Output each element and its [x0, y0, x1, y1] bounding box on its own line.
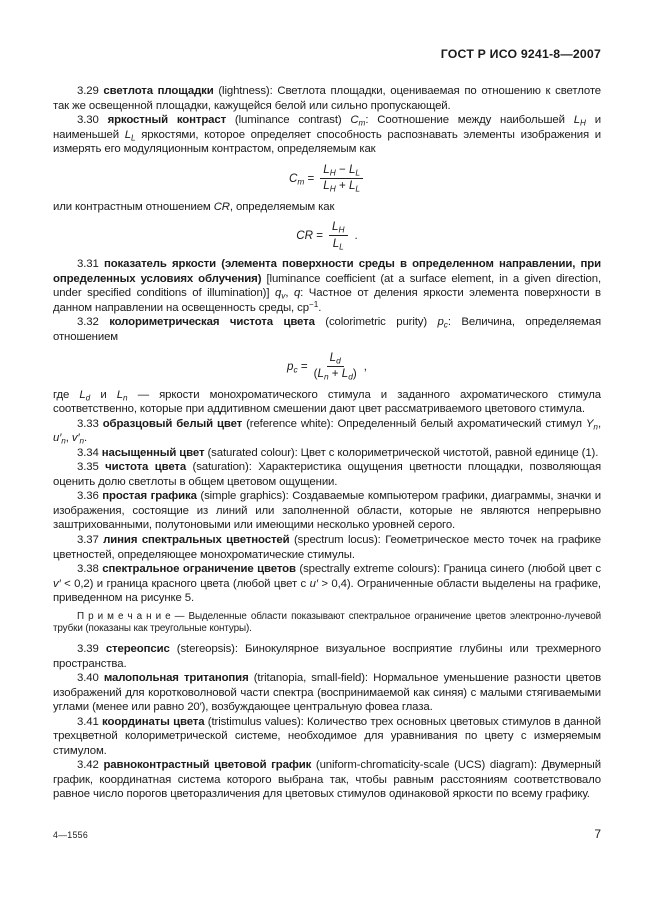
text-run: 3.31 — [77, 258, 104, 271]
text-run: . — [84, 432, 88, 445]
text-run: C — [350, 114, 359, 127]
term-text: малопольная тританопия — [103, 672, 249, 685]
text-run: : Величина, определяемая отношением — [53, 316, 601, 344]
text-run: , — [285, 287, 294, 300]
fraction — [329, 221, 347, 250]
definition-3-41 — [53, 715, 601, 759]
text-run: u′ — [309, 577, 318, 590]
text-run: L — [348, 179, 356, 193]
text-run: L — [124, 128, 131, 141]
text-run: L — [79, 388, 86, 401]
text-run: (reference white): Определенный белый ахроматический стимул — [242, 417, 586, 430]
text-run: , — [65, 432, 72, 445]
term-text: простая графика — [102, 490, 197, 503]
text-run: n — [122, 393, 128, 403]
definition-3-32 — [53, 315, 601, 344]
definition-3-40 — [53, 671, 601, 715]
text-run: d — [85, 393, 91, 403]
definition-3-38 — [53, 562, 601, 606]
text-run: CR — [296, 229, 314, 243]
text-run: и — [90, 388, 117, 401]
connector-contrast-ratio — [53, 200, 601, 215]
text-run: c — [293, 364, 298, 375]
text-run: = — [313, 229, 324, 243]
text-run: (colorimetric purity) — [314, 316, 438, 329]
text-run: П р и м е ч а н и е — Выделенные области показывают спектральное ограничение цветов электронно-лучевой трубки (показаны как треугольные контуры). — [53, 610, 601, 635]
text-run: L — [116, 388, 123, 401]
text-run: CR — [213, 200, 230, 213]
text-run: q — [275, 287, 282, 300]
fraction — [320, 164, 363, 193]
text-run: v′ — [71, 432, 80, 445]
text-run: + — [328, 367, 342, 381]
text-run: L — [573, 114, 580, 127]
text-run: 3.39 — [77, 642, 106, 655]
text-run: (saturated colour): Цвет с колориметрической чистотой, равной единице (1). — [204, 446, 599, 459]
term-text: спектральное ограничение цветов — [102, 563, 296, 576]
text-run: 3.38 — [77, 563, 103, 576]
text-run: L — [323, 179, 330, 193]
text-run: L — [130, 133, 136, 143]
text-run: (saturation): Характеристика ощущения цветности площадки, позволяющая оценить долю светлоты в общем цветовом ощущении. — [53, 461, 601, 488]
text-run: (spectrum locus): Геометрическое место точек на графике цветностей, определяющее монохроматические стимулы. — [53, 534, 602, 561]
text-run: , определяемым как — [229, 200, 335, 213]
definition-3-39 — [53, 642, 601, 671]
text-run: 3.40 — [77, 672, 104, 685]
text-run: яркостями, которое определяет способность распознавать элементы изображения и измерять его модуляционным контрастом, определяемым как — [53, 128, 601, 156]
text-run: = — [304, 171, 315, 185]
text-run: (tritanopia, small-field): Нормальное уменьшение разности цветов изображений для коротковолновой части спектра (воспринимаемой как синяя) с малыми стягиваемыми углами (менее или равно 20′), возбуждающее центральную фовеа глаза. — [53, 672, 602, 714]
text-run: 3.29 — [77, 85, 104, 97]
text-run: v′ — [53, 577, 61, 590]
text-run: c — [443, 321, 448, 331]
formula-punctuation: , — [363, 359, 367, 373]
text-run: L — [329, 350, 337, 364]
formula-punctuation: . — [354, 229, 358, 243]
fraction — [314, 352, 357, 381]
term-text: образцовый белый цвет — [102, 417, 243, 430]
definition-3-33 — [53, 417, 601, 446]
text-run: < 0,2) и граница красного цвета (любой цвет с — [60, 577, 310, 590]
text-run: n — [61, 436, 66, 446]
text-run: u′ — [53, 432, 62, 445]
term-text: яркостный контраст — [107, 114, 227, 127]
page-footer — [53, 827, 601, 841]
definition-3-30 — [53, 113, 601, 157]
print-order-number: 4—1556 — [53, 830, 89, 840]
text-run: d — [336, 355, 341, 366]
text-run: + — [335, 179, 349, 193]
text-run: ( — [313, 367, 318, 381]
text-run: L — [355, 167, 361, 178]
standard-designation: ГОСТ Р ИСО 9241-8—2007 — [440, 47, 601, 61]
text-run: (uniform-chromaticity-scale (UCS) diagram): Двумерный график, координатная система которого выбрана так, чтобы равным расстояниям соответствовало равное число порогов цветоразличения для цветовых стимулов одинаковой яркости по всему графику. — [53, 759, 601, 801]
text-run: L — [317, 367, 324, 381]
text-run: L — [323, 162, 330, 176]
text-run: 3.30 — [77, 114, 108, 127]
text-run: n — [79, 436, 85, 446]
page-number: 7 — [594, 827, 601, 841]
text-run: d — [348, 371, 353, 382]
text-run: L — [332, 236, 340, 250]
text-run: Y — [585, 417, 594, 430]
text-run: : Частное от деления яркости элемента поверхности в данном направлении на освещенность среды, ср — [53, 287, 601, 314]
text-run: , — [597, 417, 602, 430]
text-run: (tristimulus values): Количество трех основных цветовых стимулов в данной трехцветной колориметрической системе, необходимое для уравнивания по цвету с измеряемым стимулом. — [53, 715, 602, 757]
text-run: − — [335, 162, 349, 176]
text-run: : Соотношение между наибольшей — [365, 114, 574, 127]
text-run: m — [358, 118, 366, 128]
text-run: = — [297, 359, 308, 373]
text-run: L — [341, 367, 349, 381]
text-run: 3.36 — [77, 490, 103, 503]
text-run: — яркости монохроматического стимула и заданного ахроматического стимула соответственно, которые при аддитивном смешении дают цвет рассматриваемого цветового стимула. — [53, 388, 601, 416]
term-text: светлота площадки — [103, 85, 214, 97]
definition-3-36 — [53, 489, 601, 533]
text-run: 3.33 — [77, 417, 103, 430]
text-run: (lightness): Светлота площадки, оцениваемая по отношению к светлоте так же освещенной площадки, кажущейся белой или сильно пропускающей. — [53, 85, 602, 112]
text-run: H — [329, 183, 336, 194]
text-run: L — [348, 162, 356, 176]
text-run: и наименьшей — [53, 114, 601, 141]
text-run: −1 — [308, 299, 319, 309]
text-run: H — [338, 224, 345, 235]
text-run: (spectrally extreme colours): Граница синего (любой цвет с — [295, 563, 602, 576]
definition-3-37 — [53, 533, 601, 562]
text-run: где — [53, 388, 80, 401]
text-run: [luminance coefficient (at a surface element, in a given direction, under specified conditions of illumination)] — [53, 272, 601, 300]
text-run: 3.34 — [77, 446, 102, 459]
term-text: стереопсис — [105, 642, 170, 655]
text-run: (luminance contrast) — [226, 114, 351, 127]
document-content — [53, 84, 601, 802]
text-run: v — [281, 292, 286, 301]
term-text: колориметрическая чистота цвета — [109, 316, 315, 329]
term-text: показатель яркости (элемента поверхности среды в определенном направлении, при определенных условиях облучения) — [53, 258, 601, 285]
definition-3-42 — [53, 758, 601, 802]
text-run: H — [329, 167, 336, 178]
text-run: или контрастным отношением — [53, 200, 214, 213]
text-run: p — [437, 316, 444, 329]
definition-3-31 — [53, 257, 601, 315]
text-run: 3.42 — [77, 759, 104, 772]
text-run: . — [318, 301, 322, 314]
text-run: L — [339, 241, 344, 252]
text-run: n — [593, 422, 598, 432]
definition-3-35 — [53, 460, 601, 489]
text-run: 3.32 — [77, 316, 110, 329]
definition-3-34 — [53, 446, 601, 461]
text-run: q — [293, 287, 301, 300]
note-3-38 — [53, 611, 601, 636]
term-text: насыщенный цвет — [101, 446, 205, 459]
text-run: ) — [352, 367, 357, 381]
formula-modulation-contrast — [53, 164, 601, 193]
text-run: L — [355, 183, 361, 194]
text-run: m — [297, 176, 305, 187]
explanation-where — [53, 388, 601, 417]
text-run: > 0,4). Ограниченные области выделены на графике, приведенном на рисунке 5. — [53, 577, 601, 605]
definition-3-29 — [53, 84, 601, 113]
text-run: (simple graphics): Создаваемые компьютером графики, диаграммы, значки и изображения, состоящие из линий или заполненной области, которые не являются непрерывно заштрихованными, полутоновыми или имеющими несколько уровней серого. — [53, 490, 602, 532]
text-run: 3.37 — [77, 534, 104, 547]
text-run: 3.41 — [77, 715, 103, 728]
text-run: C — [288, 171, 298, 185]
text-run: H — [579, 118, 586, 128]
text-run: (stereopsis): Бинокулярное визуальное восприятие глубины или трехмерного пространства. — [53, 642, 601, 670]
text-run: 3.35 — [77, 461, 106, 474]
term-text: линия спектральных цветностей — [103, 534, 290, 547]
formula-contrast-ratio — [53, 221, 601, 250]
term-text: равноконтрастный цветовой график — [103, 759, 312, 772]
term-text: чистота цвета — [105, 461, 187, 474]
text-run: L — [332, 220, 339, 234]
page-header — [53, 47, 601, 61]
text-run: p — [286, 359, 294, 373]
formula-colorimetric-purity — [53, 352, 601, 381]
term-text: координаты цвета — [102, 715, 205, 728]
text-run: n — [323, 371, 329, 382]
